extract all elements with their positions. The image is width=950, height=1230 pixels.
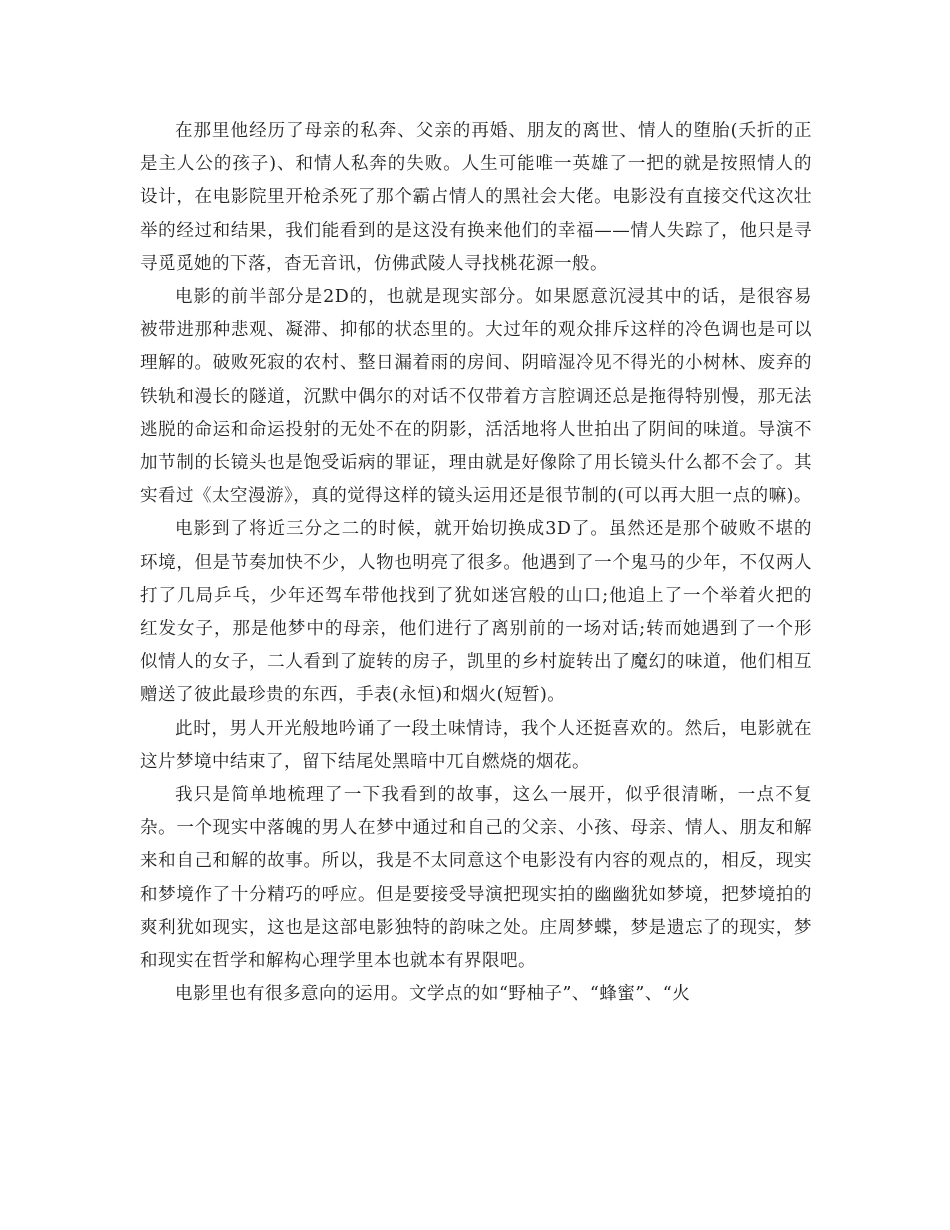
paragraph-1: 在那里他经历了母亲的私奔、父亲的再婚、朋友的离世、情人的堕胎(夭折的正是主人公的孩子)、和情人私奔的失败。人生可能唯一英雄了一把的就是按照情人的设计，在电影院里开枪杀死了那个霸占情人的黑社会大佬。电影没有直接交代这次壮举的经过和结果，我们能看到的是这没有换来他们的幸福——情人失踪了，他只是寻寻觅觅她的下落，杳无音讯，仿佛武陵人寻找桃花源一般。 — [140, 121, 812, 274]
paragraph-4: 此时，男人开光般地吟诵了一段土味情诗，我个人还挺喜欢的。然后，电影就在这片梦境中结束了，留下结尾处黑暗中兀自燃烧的烟花。 — [140, 718, 812, 772]
paragraph-5: 我只是简单地梳理了一下我看到的故事，这么一展开，似乎很清晰，一点不复杂。一个现实中落魄的男人在梦中通过和自己的父亲、小孩、母亲、情人、朋友和解来和自己和解的故事。所以，我是不太同意这个电影没有内容的观点的，相反，现实和梦境作了十分精巧的呼应。但是要接受导演把现实拍的幽幽犹如梦境，把梦境拍的爽利犹如现实，这也是这部电影独特的韵味之处。庄周梦蝶，梦是遗忘了的现实，梦和现实在哲学和解构心理学里本也就本有界限吧。 — [140, 785, 812, 972]
article-body — [140, 115, 812, 1011]
paragraph-3: 电影到了将近三分之二的时候，就开始切换成3D了。虽然还是那个破败不堪的环境，但是节奏加快不少，人物也明亮了很多。他遇到了一个鬼马的少年，不仅两人打了几局乒乓，少年还驾车带他找到了犹如迷宫般的山口;他追上了一个举着火把的红发女子，那是他梦中的母亲，他们进行了离别前的一场对话;转而她遇到了一个形似情人的女子，二人看到了旋转的房子，凯里的乡村旋转出了魔幻的味道，他们相互赠送了彼此最珍贵的东西，手表(永恒)和烟火(短暂)。 — [140, 519, 812, 706]
paragraph-2: 电影的前半部分是2D的，也就是现实部分。如果愿意沉浸其中的话，是很容易被带进那种悲观、凝滞、抑郁的状态里的。大过年的观众排斥这样的冷色调也是可以理解的。破败死寂的农村、整日漏着雨的房间、阴暗湿冷见不得光的小树林、废弃的铁轨和漫长的隧道，沉默中偶尔的对话不仅带着方言腔调还总是拖得特别慢，那无法逃脱的命运和命运投射的无处不在的阴影，活活地将人世拍出了阴间的味道。导演不加节制的长镜头也是饱受诟病的罪证，理由就是好像除了用长镜头什么都不会了。其实看过《太空漫游》，真的觉得这样的镜头运用还是很节制的(可以再大胆一点的嘛)。 — [140, 287, 812, 507]
paragraph-6: 电影里也有很多意向的运用。文学点的如“野柚子”、“蜂蜜”、“火 — [175, 984, 691, 1005]
